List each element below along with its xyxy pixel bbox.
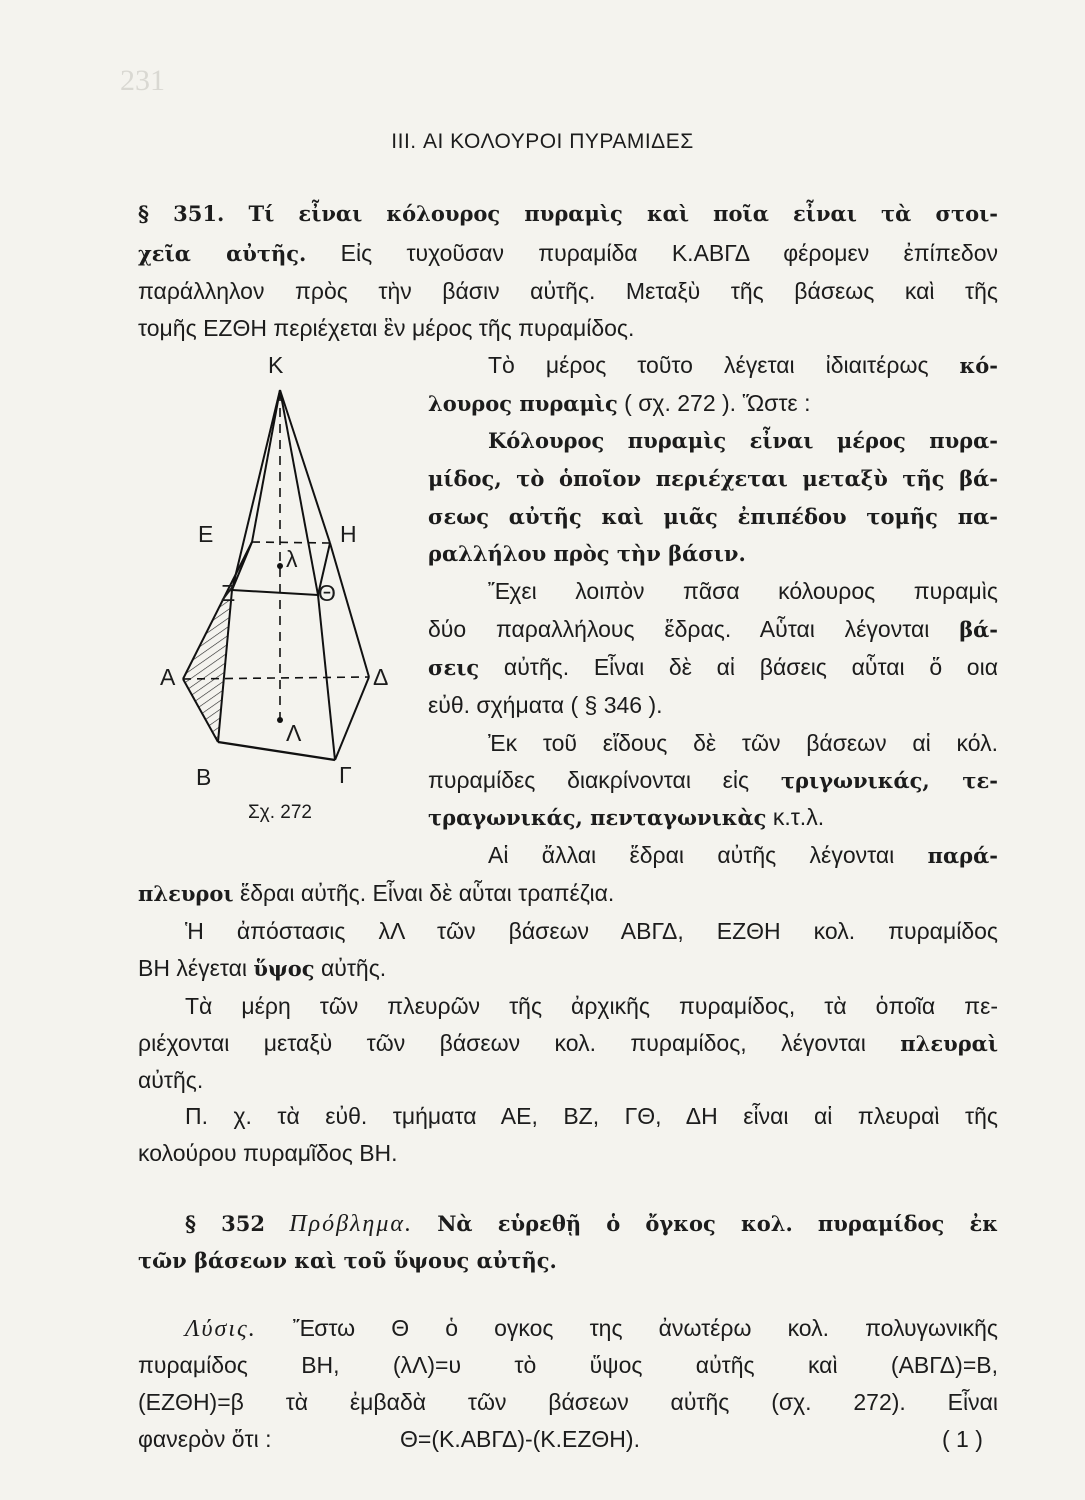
text: ἕδραι αὐτῆς. Εἶναι δὲ αὗται τραπέζια. <box>239 880 615 906</box>
p3-line3 <box>428 804 998 831</box>
definition-line4: ραλλήλου πρὸς τὴν βάσιν. <box>428 541 746 566</box>
figure-caption: Σχ. 272 <box>248 802 312 823</box>
equation-number: ( 1 ) <box>942 1426 983 1452</box>
point-lambda <box>277 563 283 569</box>
solution-line2: πυραμίδος ΒΗ, (λΛ)=υ τὸ ὕψος αὐτῆς καὶ (ΑΒΓΔ)=Β, <box>138 1352 998 1378</box>
edge-KZ <box>232 390 280 590</box>
p4-line2 <box>138 880 998 907</box>
s351-line4: τομῆς ΕΖΘΗ περιέχεται ἓν μέρος τῆς πυραμίδος. <box>138 315 635 341</box>
label-B: Β <box>196 764 212 790</box>
term: σεις <box>428 655 480 680</box>
s351-heading: § 351. Τί εἶναι κόλουρος πυραμὶς καὶ ποῖα εἶναι τὰ στοι- <box>138 201 998 226</box>
section-number: § 352 <box>185 1211 265 1236</box>
problem-word: Πρόβλημα. <box>289 1211 413 1237</box>
term: παρά- <box>927 843 998 868</box>
s351-line5 <box>488 352 998 379</box>
label-A: Α <box>160 664 176 690</box>
edge-KE <box>252 390 280 542</box>
p4-line1 <box>488 842 998 869</box>
definition-line3: σεως αὐτῆς καὶ μιᾶς ἐπιπέδου τομῆς πα- <box>428 504 998 529</box>
p5-line2 <box>138 955 998 982</box>
edge-HDelta <box>330 543 369 677</box>
text: πυραμίδες διακρίνονται εἰς <box>428 767 750 793</box>
label-Gamma: Γ <box>339 762 352 788</box>
edge-EH-hidden <box>252 542 330 543</box>
running-head: III. ΑΙ ΚΟΛΟΥΡΟΙ ΠΥΡΑΜΙΔΕΣ <box>391 130 694 153</box>
page-number: 231 <box>120 64 165 97</box>
p3-line2 <box>428 767 998 794</box>
term: ὕψος <box>253 956 315 981</box>
label-E: Ε <box>198 521 214 547</box>
term: λουρος πυραμὶς <box>428 391 618 416</box>
formula: Θ=(Κ.ΑΒΓΔ)-(Κ.ΕΖΘΗ). <box>400 1426 640 1452</box>
p2-line3 <box>428 654 998 681</box>
label-Theta: Θ <box>318 580 336 606</box>
text: κ.τ.λ. <box>772 804 825 830</box>
s352-heading-line1 <box>185 1210 998 1238</box>
text: ριέχονται μεταξὺ τῶν βάσεων κολ. πυραμίδος, λέγονται <box>138 1030 866 1056</box>
p5-line1: Ἡ ἀπόστασις λΛ τῶν βάσεων ΑΒΓΔ, ΕΖΘΗ κολ. πυραμίδος <box>185 918 998 944</box>
frustum-figure <box>150 350 390 800</box>
text: δύο παραλλήλους ἕδρας. Αὗται λέγονται <box>428 616 930 642</box>
p2-line1: Ἔχει λοιπὸν πᾶσα κόλουρος πυραμὶς <box>488 578 998 604</box>
text: ( σχ. 272 ). Ὥστε : <box>624 390 811 416</box>
label-K: Κ <box>268 352 284 378</box>
s351-line3: παράλληλον πρὸς τὴν βάσιν αὐτῆς. Μεταξὺ τῆς βάσεως καὶ τῆς <box>138 278 998 304</box>
text: Ἔστω Θ ὁ ογκος της ἀνωτέρω κολ. πολυγωνικῆς <box>292 1315 999 1341</box>
label-Lambda: Λ <box>286 720 302 746</box>
solution-line4-lead: φανερὸν ὅτι : <box>138 1426 272 1452</box>
p2-line2 <box>428 616 998 643</box>
edge-GammaDelta <box>335 677 369 760</box>
hatched-face <box>183 542 252 742</box>
term: πλευροι <box>138 881 234 906</box>
definition-line1: Κόλουρος πυραμὶς εἶναι μέρος πυρα- <box>488 428 998 453</box>
p6-line1: Τὰ μέρη τῶν πλευρῶν τῆς ἀρχικῆς πυραμίδος, τὰ ὁποῖα πε- <box>185 993 998 1019</box>
p3-line1: Ἐκ τοῦ εἴδους δὲ τῶν βάσεων αἱ κόλ. <box>488 730 998 756</box>
p6-line2 <box>138 1030 998 1057</box>
term: πλευραὶ <box>900 1031 998 1056</box>
term: βά- <box>959 617 999 642</box>
solution-line3: (ΕΖΘΗ)=β τὰ ἐμβαδὰ τῶν βάσεων αὐτῆς (σχ. 272). Εἶναι <box>138 1389 998 1415</box>
label-H: Η <box>340 521 357 547</box>
s351-text: Εἰς τυχοῦσαν πυραμίδα Κ.ΑΒΓΔ φέρομεν ἐπίπεδον <box>340 240 998 266</box>
text: Αἱ ἄλλαι ἕδραι αὐτῆς λέγονται <box>488 842 895 868</box>
term: τραγωνικάς, πενταγωνικὰς <box>428 805 767 830</box>
s351-line6 <box>428 390 998 417</box>
problem-title: Νὰ εὑρεθῇ ὁ ὄγκος κολ. πυραμίδος ἐκ <box>437 1211 999 1236</box>
edge-BGamma <box>218 742 335 760</box>
point-Lambda <box>277 717 283 723</box>
s351-heading-line1 <box>138 200 998 227</box>
text: αὐτῆς. Εἶναι δὲ αἱ βάσεις αὗται ὅ οια <box>503 654 999 680</box>
label-lambda: λ <box>286 546 298 572</box>
label-Delta: Δ <box>373 664 389 690</box>
p7-line1: Π. χ. τὰ εὐθ. τμήματα ΑΕ, ΒΖ, ΓΘ, ΔΗ εἶναι αἱ πλευραὶ τῆς <box>185 1103 998 1129</box>
text: αὐτῆς. <box>320 955 387 981</box>
definition-line2: μίδος, τὸ ὁποῖον περιέχεται μεταξὺ τῆς βά- <box>428 466 998 491</box>
s352-heading-line2: τῶν βάσεων καὶ τοῦ ὕψους αὐτῆς. <box>138 1248 557 1273</box>
label-Z: Ζ <box>221 580 236 606</box>
s351-line2 <box>138 240 998 267</box>
s351-heading-end: χεῖα αὐτῆς. <box>138 241 307 266</box>
edge-ZTheta <box>232 590 318 595</box>
p7-line2: κολούρου πυραμῖδος ΒΗ. <box>138 1140 398 1166</box>
p6-line3: αὐτῆς. <box>138 1067 204 1093</box>
solution-line1 <box>185 1315 998 1343</box>
solution-word: Λύσις. <box>185 1316 257 1342</box>
term: κό- <box>959 353 998 378</box>
text: Τὸ μέρος τοῦτο λέγεται ἰδιαιτέρως <box>488 352 929 378</box>
text: ΒΗ λέγεται <box>138 955 248 981</box>
term: τριγωνικάς, τε- <box>780 768 998 793</box>
p2-line4: εὐθ. σχήματα ( § 346 ). <box>428 692 663 718</box>
